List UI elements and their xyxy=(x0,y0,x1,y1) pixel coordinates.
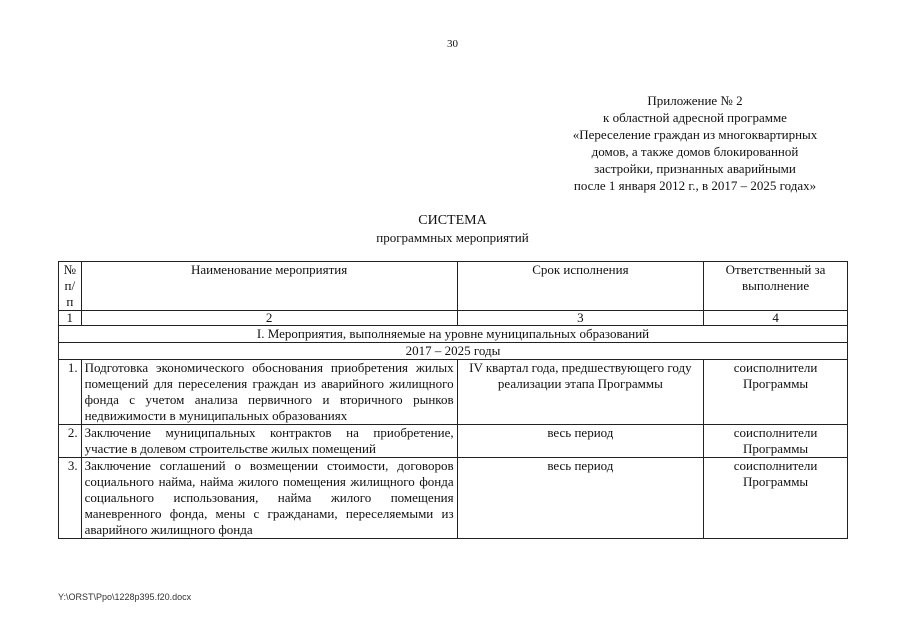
row-number: 3. xyxy=(59,458,82,539)
page-number: 30 xyxy=(447,38,458,50)
row-term: весь период xyxy=(457,458,704,539)
appendix-header xyxy=(540,92,850,194)
table-row xyxy=(59,360,848,425)
program-activities-table xyxy=(58,261,848,539)
appendix-line: Приложение № 2 xyxy=(647,93,743,108)
section-title: I. Мероприятия, выполняемые на уровне муниципальных образований xyxy=(59,326,848,343)
header-num: № п/п xyxy=(59,262,82,311)
header-responsible: Ответственный за выполнение xyxy=(704,262,848,311)
row-term: IV квартал года, предшествующего году реализации этапа Программы xyxy=(457,360,704,425)
section-period-row xyxy=(59,343,848,360)
table-row xyxy=(59,458,848,539)
document-title xyxy=(0,212,905,246)
column-index: 4 xyxy=(704,311,848,326)
section-period: 2017 – 2025 годы xyxy=(59,343,848,360)
row-number: 1. xyxy=(59,360,82,425)
row-responsible: соисполнители Программы xyxy=(704,360,848,425)
header-term: Срок исполнения xyxy=(457,262,704,311)
table-row xyxy=(59,425,848,458)
file-path-footer: Y:\ORST\Ppo\1228p395.f20.docx xyxy=(58,592,192,602)
row-number: 2. xyxy=(59,425,82,458)
appendix-line: к областной адресной программе xyxy=(603,110,787,125)
row-activity-name: Заключение муниципальных контрактов на приобретение, участие в долевом строительстве жилых помещений xyxy=(81,425,457,458)
appendix-line: после 1 января 2012 г., в 2017 – 2025 годах» xyxy=(573,178,817,193)
column-index-row xyxy=(59,311,848,326)
appendix-line: «Переселение граждан из многоквартирных xyxy=(572,127,818,142)
title-sub: программных мероприятий xyxy=(376,230,529,245)
row-responsible: соисполнители Программы xyxy=(704,425,848,458)
row-activity-name: Подготовка экономического обоснования приобретения жилых помещений для переселения граждан из аварийного жилищного фонда с учетом анализа первичного и вторичного рынков недвижимости в муниципальных образованиях xyxy=(81,360,457,425)
table-header-row xyxy=(59,262,848,311)
row-responsible: соисполнители Программы xyxy=(704,458,848,539)
section-title-row xyxy=(59,326,848,343)
column-index: 3 xyxy=(457,311,704,326)
appendix-line: застройки, признанных аварийными xyxy=(594,161,796,176)
row-activity-name: Заключение соглашений о возмещении стоимости, договоров социального найма, найма жилого помещения жилищного фонда социального использования, найма жилого помещения маневренного фонда, мены с гражданами, переселяемыми из аварийного жилищного фонда xyxy=(81,458,457,539)
column-index: 2 xyxy=(81,311,457,326)
title-main: СИСТЕМА xyxy=(418,213,487,228)
row-term: весь период xyxy=(457,425,704,458)
column-index: 1 xyxy=(59,311,82,326)
header-name: Наименование мероприятия xyxy=(81,262,457,311)
appendix-line: домов, а также домов блокированной xyxy=(591,144,799,159)
